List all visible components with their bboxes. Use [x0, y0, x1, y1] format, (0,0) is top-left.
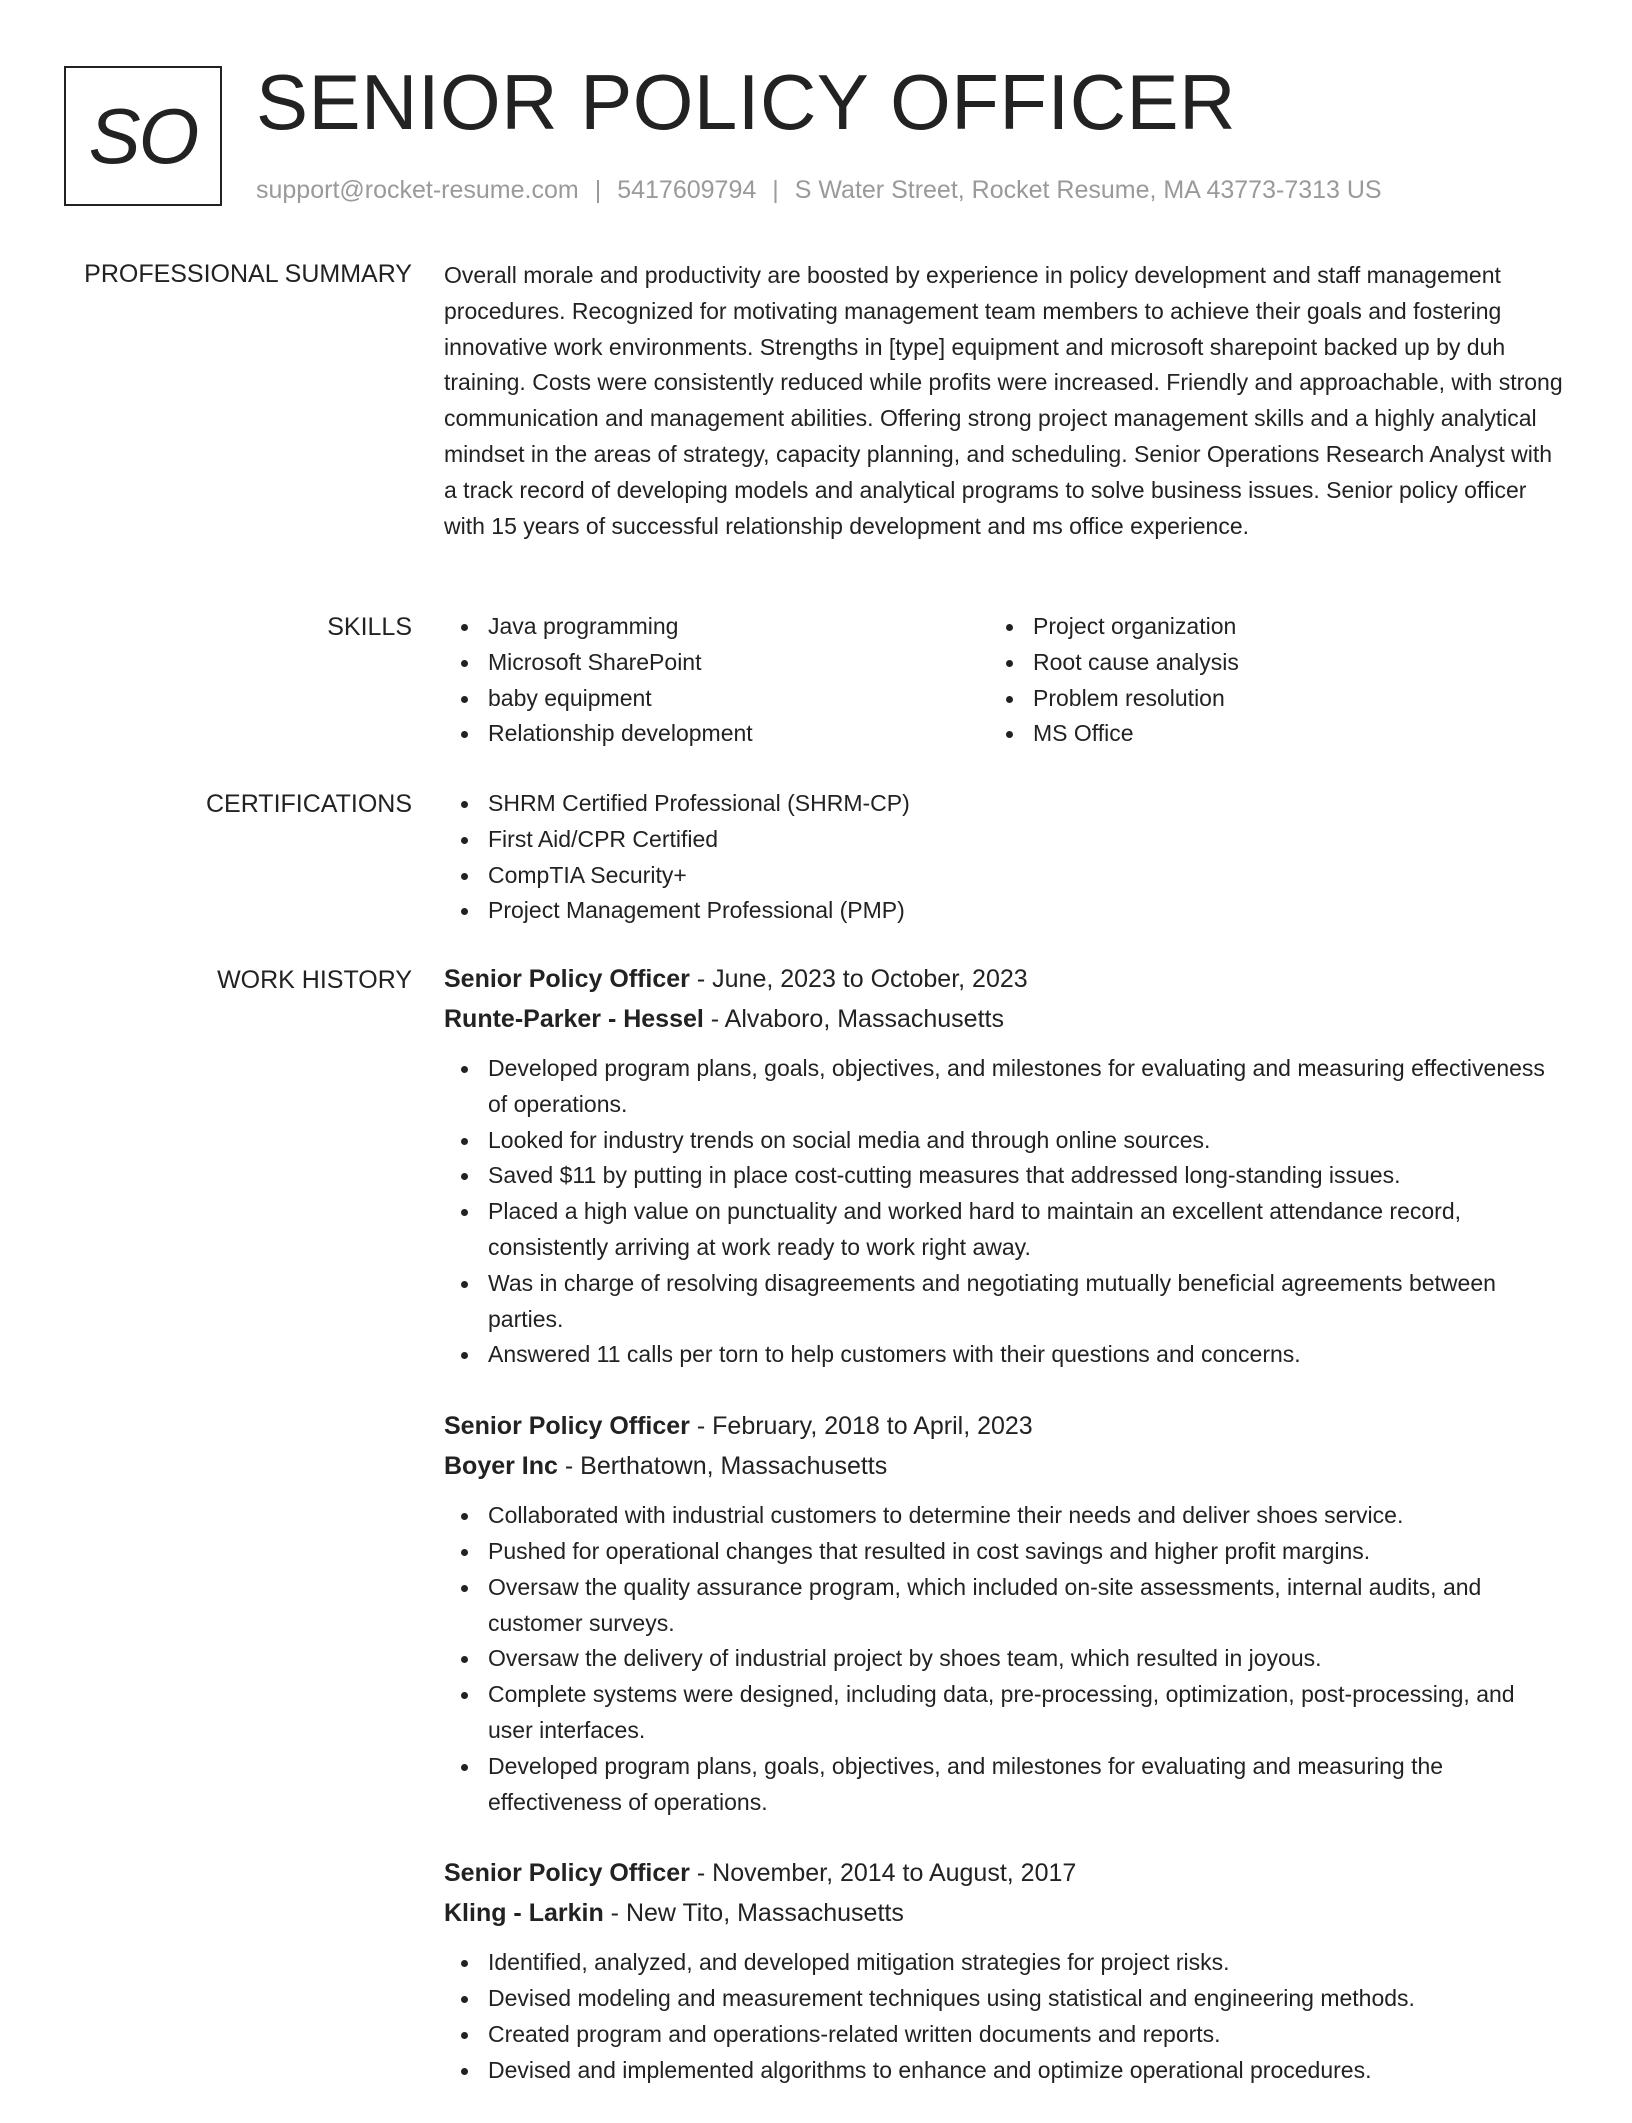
- contact-separator: |: [594, 176, 602, 204]
- initials-monogram: [64, 66, 222, 206]
- job-bullets: [444, 1498, 1564, 1820]
- skill-item: Problem resolution: [989, 681, 1534, 717]
- skills-list-left: [444, 609, 989, 752]
- section-label-certifications: CERTIFICATIONS: [205, 790, 412, 818]
- job-entry: [444, 960, 1564, 1373]
- skill-item: Relationship development: [444, 716, 989, 752]
- certification-item: CompTIA Security+: [444, 858, 1564, 894]
- section-label-work-history: WORK HISTORY: [217, 966, 412, 994]
- job-bullets: [444, 1945, 1564, 2088]
- job-bullet: Looked for industry trends on social media and through online sources.: [444, 1123, 1564, 1159]
- certification-item: First Aid/CPR Certified: [444, 822, 1564, 858]
- job-company: Boyer Inc: [444, 1451, 558, 1480]
- job-title: Senior Policy Officer: [444, 1412, 690, 1441]
- job-bullet: Devised modeling and measurement techniques using statistical and engineering methods.: [444, 1981, 1564, 2017]
- skill-item: baby equipment: [444, 681, 989, 717]
- summary-text: Overall morale and productivity are boosted by experience in policy development and staff management procedures. Recognized for motivating management team members to achieve their goals and fostering innovative work environments. Strengths in [type] equipment and microsoft sharepoint backed up by duh training. Costs were consistently reduced while profits were increased. Friendly and approachable, with strong communication and management abilities. Offering strong project management skills and a highly analytical mindset in the areas of strategy, capacity planning, and scheduling. Senior Operations Research Analyst with a track record of developing models and analytical programs to solve business issues. Senior policy officer with 15 years of successful relationship development and ms office experience.: [444, 262, 1563, 539]
- certifications-list: [444, 786, 1564, 929]
- contact-address: S Water Street, Rocket Resume, MA 43773-7313 US: [794, 176, 1382, 204]
- job-bullets: [444, 1051, 1564, 1373]
- skills-list-right: [989, 609, 1534, 752]
- skill-item: MS Office: [989, 716, 1534, 752]
- job-bullet: Saved $11 by putting in place cost-cutting measures that addressed long-standing issues.: [444, 1158, 1564, 1194]
- job-bullet: Complete systems were designed, including data, pre-processing, optimization, post-processing, and user interfaces.: [444, 1677, 1564, 1749]
- job-company-line: [444, 1894, 1564, 1934]
- job-bullet: Developed program plans, goals, objectives, and milestones for evaluating and measuring the effectiveness of operations.: [444, 1749, 1564, 1821]
- contact-separator: |: [772, 176, 779, 204]
- job-bullet: Placed a high value on punctuality and worked hard to maintain an excellent attendance record, consistently arriving at work ready to work right away.: [444, 1194, 1564, 1266]
- job-company-line: [444, 1000, 1564, 1040]
- job-bullet: Was in charge of resolving disagreements and negotiating mutually beneficial agreements between parties.: [444, 1266, 1564, 1338]
- skill-item: Microsoft SharePoint: [444, 645, 989, 681]
- job-bullet: Answered 11 calls per torn to help customers with their questions and concerns.: [444, 1337, 1564, 1373]
- job-bullet: Identified, analyzed, and developed mitigation strategies for project risks.: [444, 1945, 1564, 1981]
- job-title-line: [444, 1407, 1564, 1447]
- job-company: Kling - Larkin: [444, 1898, 604, 1927]
- job-title: Senior Policy Officer: [444, 1859, 690, 1888]
- job-dates: - November, 2014 to August, 2017: [689, 1859, 1077, 1888]
- resume-title: SENIOR POLICY OFFICER: [256, 58, 1236, 146]
- job-location: - New Tito, Massachusetts: [603, 1898, 904, 1927]
- job-location: - Alvaboro, Massachusetts: [703, 1004, 1004, 1033]
- job-bullet: Devised and implemented algorithms to enhance and optimize operational procedures.: [444, 2053, 1564, 2089]
- job-bullet: Oversaw the quality assurance program, which included on-site assessments, internal audits, and customer surveys.: [444, 1570, 1564, 1642]
- job-company: Runte-Parker - Hessel: [444, 1004, 704, 1033]
- certification-item: Project Management Professional (PMP): [444, 893, 1564, 929]
- job-bullet: Created program and operations-related written documents and reports.: [444, 2017, 1564, 2053]
- contact-line: [256, 172, 1382, 208]
- job-bullet: Oversaw the delivery of industrial project by shoes team, which resulted in joyous.: [444, 1641, 1564, 1677]
- job-bullet: Collaborated with industrial customers to determine their needs and deliver shoes service.: [444, 1498, 1564, 1534]
- job-bullet: Pushed for operational changes that resulted in cost savings and higher profit margins.: [444, 1534, 1564, 1570]
- skill-item: Root cause analysis: [989, 645, 1534, 681]
- job-dates: - June, 2023 to October, 2023: [689, 965, 1028, 993]
- job-bullet: Developed program plans, goals, objectives, and milestones for evaluating and measuring effectiveness of operations.: [444, 1051, 1564, 1123]
- job-location: - Berthatown, Massachusetts: [557, 1451, 888, 1480]
- contact-phone[interactable]: 5417609794: [617, 176, 757, 204]
- job-entry: [444, 1407, 1564, 1820]
- skill-item: Project organization: [989, 609, 1534, 645]
- skill-item: Java programming: [444, 609, 989, 645]
- job-title: Senior Policy Officer: [444, 965, 690, 993]
- initials-text: SO: [88, 91, 198, 180]
- job-dates: - February, 2018 to April, 2023: [689, 1412, 1033, 1441]
- section-label-skills: SKILLS: [327, 613, 412, 641]
- certification-item: SHRM Certified Professional (SHRM-CP): [444, 786, 1564, 822]
- job-title-line: [444, 960, 1564, 1000]
- contact-email[interactable]: support@rocket-resume.com: [256, 176, 579, 204]
- section-label-summary: PROFESSIONAL SUMMARY: [84, 260, 412, 288]
- job-title-line: [444, 1854, 1564, 1894]
- job-company-line: [444, 1447, 1564, 1487]
- job-entry: [444, 1854, 1564, 2088]
